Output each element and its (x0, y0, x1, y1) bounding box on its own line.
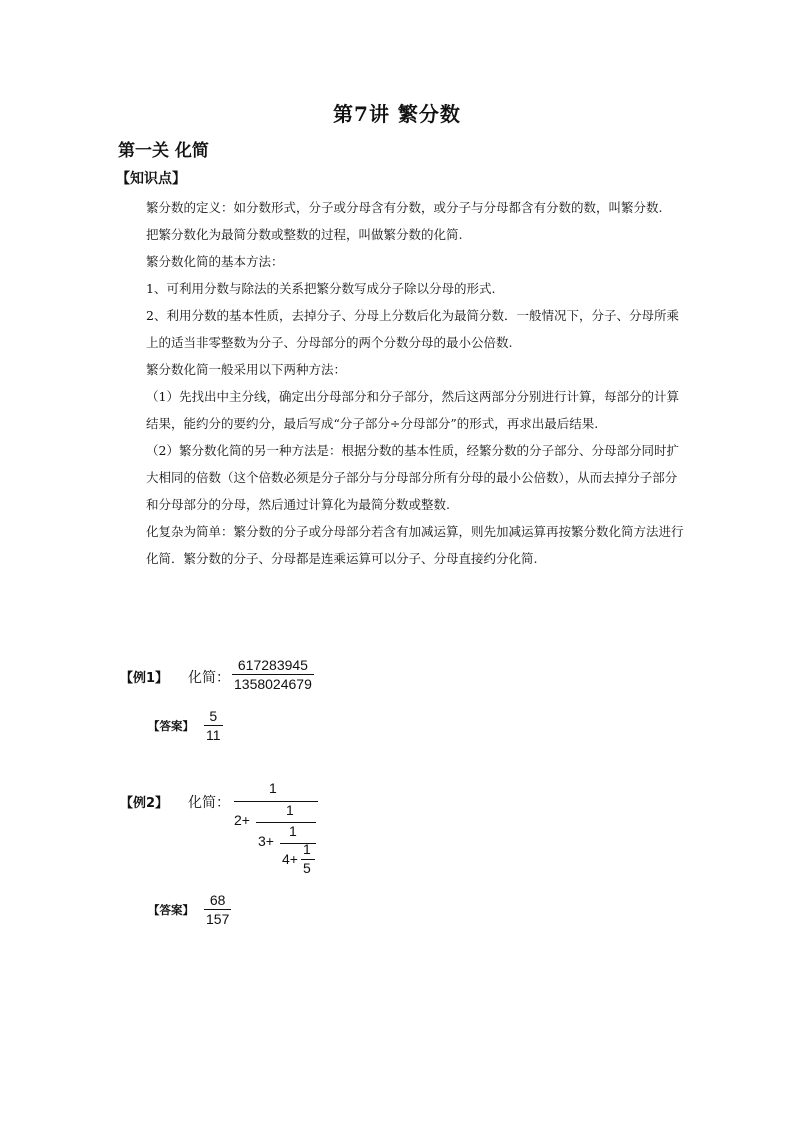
cf-main-bar (234, 801, 318, 802)
knowledge-body (146, 194, 684, 572)
paragraph-tip: 化复杂为简单：繁分数的分子或分母部分若含有加减运算，则先加减运算再按繁分数化简方法进行化简．繁分数的分子、分母都是连乘运算可以分子、分母直接约分化简. (146, 524, 684, 566)
example-1-answer (204, 708, 223, 744)
cf-term-3-plus: 3+ (258, 833, 274, 849)
example-2-label: 【例2】 (120, 796, 169, 811)
cf-denominator-5: 5 (303, 860, 311, 876)
example-2-answer (204, 892, 231, 928)
example-1-prompt: 化简： (188, 670, 230, 686)
example-2-answer-numerator: 68 (209, 892, 226, 908)
example-2-answer-label: 【答案】 (148, 903, 194, 917)
example-2-continued-fraction (232, 778, 322, 878)
example-1-fraction (232, 657, 314, 693)
paragraph-simplify: 把繁分数化为最简分数或整数的过程，叫做繁分数的化简. (146, 227, 463, 242)
paragraph-methods-heading: 繁分数化简的基本方法： (146, 254, 284, 269)
paragraph-two-methods: 繁分数化简一般采用以下两种方法： (146, 362, 347, 377)
example-2-answer-denominator: 157 (206, 911, 230, 927)
example-1-numerator: 617283945 (237, 657, 308, 673)
knowledge-heading: 【知识点】 (116, 171, 186, 187)
example-1-answer-denominator: 11 (206, 727, 221, 743)
example-1-label: 【例1】 (120, 671, 169, 686)
cf-numerator-2: 1 (286, 802, 294, 818)
example-1-denominator: 1358024679 (234, 676, 312, 692)
section-heading: 第一关 化简 (118, 141, 209, 161)
example-1-answer-numerator: 5 (209, 708, 218, 724)
cf-term-2-plus: 2+ (234, 812, 250, 828)
cf-numerator-3: 1 (289, 823, 297, 839)
paragraph-definition: 繁分数的定义：如分数形式，分子或分母含有分数，或分子与分母都含有分数的数，叫繁分数. (146, 200, 663, 215)
cf-numerator-1: 1 (269, 780, 277, 796)
paragraph-method-1: 1、可利用分数与除法的关系把繁分数写成分子除以分母的形式. (146, 281, 496, 296)
cf-second-bar (256, 822, 316, 823)
paragraph-method-2: 2、利用分数的基本性质，去掉分子、分母上分数后化为最简分数．一般情况下，分子、分母所乘上的适当非零整数为分子、分母部分的两个分数分母的最小公倍数. (146, 308, 679, 350)
cf-term-4-plus: 4+ (282, 851, 298, 867)
paragraph-approach-1: （1）先找出中主分线，确定出分母部分和分子部分，然后这两部分分别进行计算，每部分的计算结果，能约分的要约分，最后写成“分子部分÷分母部分”的形式，再求出最后结果. (146, 389, 679, 431)
example-1-answer-label: 【答案】 (148, 719, 194, 733)
paragraph-approach-2: （2）繁分数化简的另一种方法是：根据分数的基本性质，经繁分数的分子部分、分母部分同时扩大相同的倍数（这个倍数必须是分子部分与分母部分所有分母的最小公倍数），从而去掉分子部分和分母部分的分母，然后通过计算化为最简分数或整数. (146, 443, 679, 512)
example-2-prompt: 化简： (188, 795, 230, 811)
cf-numerator-4: 1 (303, 841, 311, 857)
page-title: 第7讲 繁分数 (333, 102, 461, 126)
